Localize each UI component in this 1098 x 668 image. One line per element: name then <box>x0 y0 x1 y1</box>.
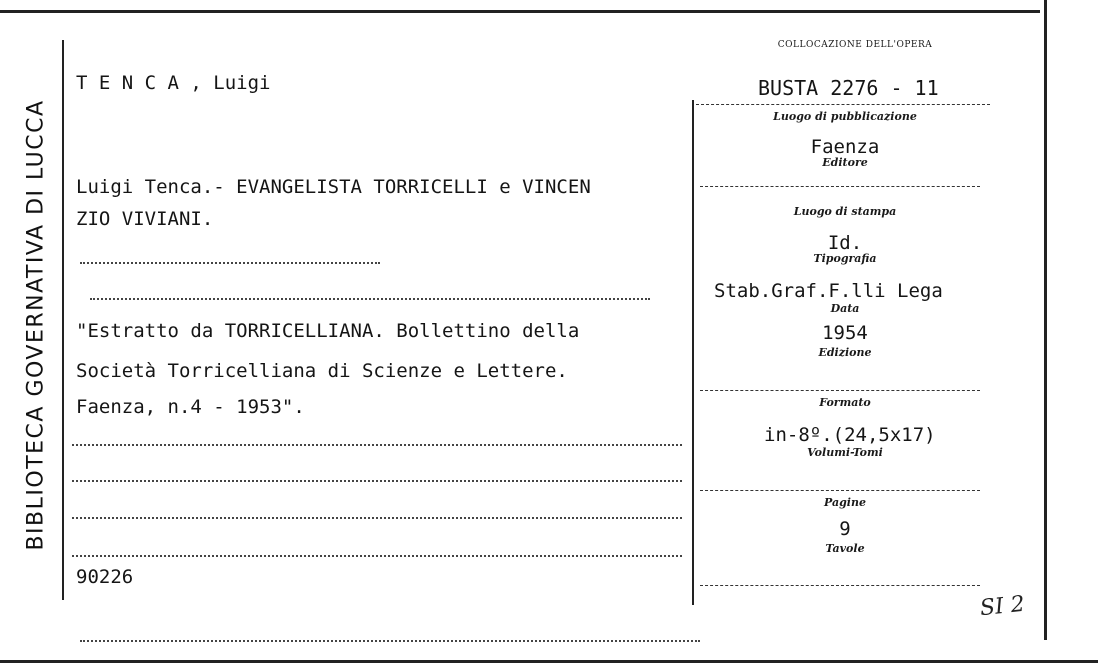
title-line-2: ZIO VIVIANI. <box>76 208 214 230</box>
collocazione-value: BUSTA 2276 - 11 <box>758 76 939 100</box>
volumi-rule <box>700 490 980 491</box>
formato-label: Formato <box>819 396 871 409</box>
collocazione-label: COLLOCAZIONE DELL'OPERA <box>777 40 933 50</box>
handwritten-note: SI 2 <box>978 591 1026 622</box>
title-line-1: Luigi Tenca.- EVANGELISTA TORRICELLI e VINCEN <box>76 176 591 198</box>
editore-rule <box>700 186 980 187</box>
edizione-rule <box>700 390 980 391</box>
guide-line <box>72 555 682 557</box>
collocazione-rule <box>696 104 990 105</box>
tipografia-value: Stab.Graf.F.lli Lega <box>714 280 943 302</box>
formato-value: in-8º.(24,5x17) <box>764 424 936 446</box>
bottom-guide-line <box>80 640 700 642</box>
luogo-pubblicazione-value: Faenza <box>810 136 880 158</box>
guide-line <box>72 480 682 482</box>
edizione-label: Edizione <box>818 346 872 359</box>
card-bottom-border <box>0 660 1098 663</box>
note-line-2: Società Torricelliana di Scienze e Lettere. <box>76 360 568 382</box>
tavole-rule <box>700 585 980 586</box>
data-value: 1954 <box>822 322 868 344</box>
pagine-value: 9 <box>839 518 851 540</box>
tipografia-label: Tipografia <box>813 252 877 265</box>
editore-label: Editore <box>822 156 868 169</box>
tavole-label: Tavole <box>825 542 865 555</box>
note-line-1: "Estratto da TORRICELLIANA. Bollettino della <box>76 320 580 342</box>
author-name: T E N C A , Luigi <box>76 72 271 94</box>
luogo-stampa-label: Luogo di stampa <box>793 205 897 218</box>
pagine-label: Pagine <box>824 496 866 509</box>
inventory-number: 90226 <box>76 566 134 588</box>
guide-line <box>72 517 682 519</box>
luogo-stampa-value: Id. <box>827 232 863 254</box>
card-top-border <box>0 10 1040 13</box>
card-right-border <box>1044 0 1047 640</box>
guide-line <box>90 298 650 300</box>
guide-line <box>80 262 380 264</box>
card-margin-line <box>62 40 64 600</box>
data-label: Data <box>830 302 860 315</box>
right-column-divider <box>692 100 694 605</box>
note-line-3: Faenza, n.4 - 1953". <box>76 396 305 418</box>
volumi-tomi-label: Volumi-Tomi <box>807 446 883 459</box>
luogo-pubblicazione-label: Luogo di pubblicazione <box>773 110 917 123</box>
guide-line <box>72 444 682 446</box>
